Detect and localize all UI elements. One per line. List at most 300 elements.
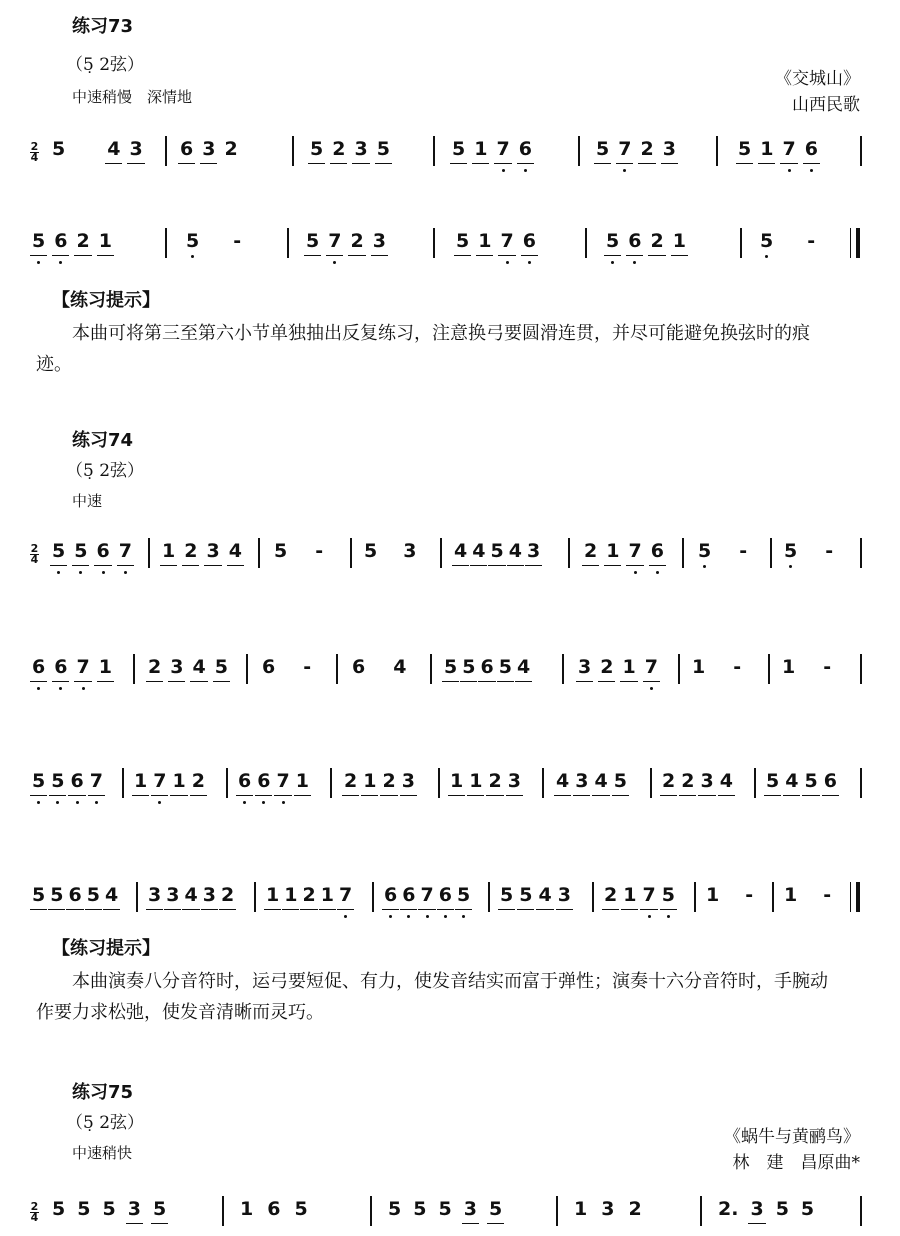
note: 6 (402, 884, 415, 914)
barline (350, 538, 352, 568)
measure (706, 884, 755, 914)
note: 5 (306, 230, 319, 260)
note: 6 (257, 770, 270, 800)
time-signature: 2 4 (30, 1200, 39, 1224)
tip-heading: 【练习提示】 (52, 290, 160, 311)
note: 1 (296, 770, 309, 800)
measure (352, 656, 406, 686)
barline (287, 228, 289, 258)
note: 4 (556, 770, 569, 800)
note: 1 (478, 230, 491, 260)
measure (180, 138, 238, 168)
note: 2 (344, 770, 357, 800)
note: 5 (52, 540, 65, 570)
note: 2 (584, 540, 597, 570)
note: 7 (119, 540, 132, 570)
note: 4 (229, 540, 242, 570)
note: 3 (558, 884, 571, 914)
barline (133, 654, 135, 684)
note: 7 (339, 884, 352, 914)
tempo-marking: 中速 (72, 492, 103, 510)
measure (162, 540, 242, 570)
note: 5 (457, 884, 470, 914)
measure (606, 230, 686, 260)
note: 6 (519, 138, 532, 168)
note: 7 (153, 770, 166, 800)
barline (246, 654, 248, 684)
note: 5 (186, 230, 199, 260)
note: 1 (284, 884, 297, 914)
measure (604, 884, 675, 914)
note: 1 (99, 656, 112, 686)
note: 6 (824, 770, 837, 800)
note: 3 (373, 230, 386, 260)
note: 2 (650, 230, 663, 260)
note: 4 (720, 770, 733, 800)
barline (768, 654, 770, 684)
tip-body: 本曲可将第三至第六小节单独抽出反复练习，注意换弓要圆滑连贯，并尽可能避免换弦时的痕迹。 (36, 323, 810, 375)
note: 4 (517, 656, 530, 686)
dash: - (233, 230, 242, 252)
measure (240, 1198, 308, 1228)
note: 2 (221, 884, 234, 914)
note: 2 (350, 230, 363, 260)
measure (148, 656, 228, 686)
note: 5 (698, 540, 711, 570)
note: 5 (87, 884, 100, 914)
note: 5 (153, 1198, 166, 1228)
measure (454, 540, 540, 570)
barline (850, 228, 851, 258)
measure (452, 138, 532, 168)
barline (336, 654, 338, 684)
note: 4 (785, 770, 798, 800)
note: 7 (628, 540, 641, 570)
note: 5 (74, 540, 87, 570)
barline (433, 136, 435, 166)
note: 3 (601, 1198, 615, 1220)
measure (134, 770, 205, 800)
exercise-title: 练习75 (72, 1082, 134, 1103)
barline (592, 882, 594, 912)
measure (556, 770, 627, 800)
note: 5 (364, 540, 378, 562)
barline (770, 538, 772, 568)
note: 3 (166, 884, 179, 914)
measure (32, 230, 112, 260)
measure (662, 770, 733, 800)
barline (585, 228, 587, 258)
note: 3 (403, 540, 417, 562)
measure (738, 138, 818, 168)
note: 5 (760, 230, 773, 260)
note: 5 (102, 1198, 116, 1220)
note: 5 (32, 884, 45, 914)
note: 1 (363, 770, 376, 800)
note: 6 (651, 540, 664, 570)
barline (165, 228, 167, 258)
note: 6 (805, 138, 818, 168)
note: 5 (438, 1198, 452, 1220)
note: 5 (77, 1198, 91, 1220)
measure (388, 1198, 502, 1228)
exercise-title: 练习73 (72, 16, 134, 37)
barline (226, 768, 228, 798)
note: 3 (402, 770, 415, 800)
note: 5 (499, 656, 512, 686)
dash: - (303, 656, 312, 678)
note: 7 (782, 138, 795, 168)
barline (488, 882, 490, 912)
note: 5 (784, 540, 797, 570)
measure (238, 770, 309, 800)
source-author: 林 建 昌原曲* (732, 1153, 860, 1173)
note: 1 (760, 138, 773, 168)
note: 3 (129, 138, 142, 168)
note: 2 (224, 138, 238, 160)
note: 6 (439, 884, 452, 914)
tip-body: 本曲演奏八分音符时，运弓要短促、有力，使发音结实而富于弹性；演奏十六分音符时，手腕动作要力求松弛，使发音清晰而灵巧。 (36, 971, 828, 1023)
note: 6 (54, 230, 67, 260)
note: 7 (90, 770, 103, 800)
note: 2 (628, 1198, 642, 1220)
note: 4 (192, 656, 205, 686)
measure (262, 656, 313, 686)
note: 3 (575, 770, 588, 800)
note: 6 (32, 656, 45, 686)
time-signature: 2 4 (30, 140, 39, 164)
measure (444, 656, 530, 686)
source-title: 《交城山》 (775, 69, 860, 89)
note: 4 (393, 656, 407, 678)
measure (310, 138, 390, 168)
dash: - (315, 540, 324, 562)
measure (186, 230, 243, 260)
note: 5 (274, 540, 288, 562)
note: 6 (384, 884, 397, 914)
dash: - (739, 540, 748, 562)
note: 1 (784, 884, 798, 906)
note: 2 (640, 138, 653, 168)
barline (694, 882, 696, 912)
note: 1 (623, 884, 636, 914)
barline (254, 882, 256, 912)
note: 2 (148, 656, 161, 686)
dash: - (745, 884, 754, 906)
measure (52, 138, 143, 168)
note: 4 (538, 884, 551, 914)
note: 7 (76, 656, 89, 686)
barline (372, 882, 374, 912)
note: 1 (474, 138, 487, 168)
note: 5 (800, 1198, 815, 1220)
dash: - (733, 656, 742, 678)
note: 5 (804, 770, 817, 800)
note: 6 (70, 770, 83, 800)
barline (650, 768, 652, 798)
note: 2 (600, 656, 613, 686)
barline (850, 882, 851, 912)
source-title: 《蜗牛与黄鹂鸟》 (724, 1127, 860, 1147)
barline (682, 538, 684, 568)
note: 6 (238, 770, 251, 800)
measure (692, 656, 743, 686)
note: 3 (206, 540, 219, 570)
note: 3 (203, 884, 216, 914)
note: 1 (692, 656, 706, 678)
note: 2 (382, 770, 395, 800)
barline (860, 538, 862, 568)
note: 1 (321, 884, 334, 914)
note: 4 (594, 770, 607, 800)
note: 1 (172, 770, 185, 800)
note: 1 (606, 540, 619, 570)
note: 2 (488, 770, 501, 800)
note: 7 (496, 138, 509, 168)
note: 7 (500, 230, 513, 260)
barline (754, 768, 756, 798)
note: 3 (464, 1198, 477, 1228)
measure (782, 656, 833, 686)
note: 5 (606, 230, 619, 260)
note: 3 (578, 656, 591, 686)
note: 5 (377, 138, 390, 168)
note: 6 (480, 656, 493, 686)
note: 2. (718, 1198, 739, 1220)
note: 5 (452, 138, 465, 168)
measure (274, 540, 325, 570)
barline (772, 882, 774, 912)
note: 3 (663, 138, 676, 168)
note: 3 (128, 1198, 141, 1228)
exercise-title: 练习74 (72, 430, 134, 451)
dash: - (823, 656, 832, 678)
barline (860, 654, 862, 684)
note: 5 (444, 656, 457, 686)
note: 2 (681, 770, 694, 800)
measure (578, 656, 658, 686)
note: 5 (462, 656, 475, 686)
barline (370, 1196, 372, 1226)
note: 3 (700, 770, 713, 800)
note: 6 (96, 540, 109, 570)
measure (306, 230, 386, 260)
note: 5 (500, 884, 513, 914)
barline (542, 768, 544, 798)
string-tuning: （5̣ 2弦） (66, 461, 145, 481)
note: 6 (267, 1198, 281, 1220)
barline (716, 136, 718, 166)
barline (860, 136, 862, 166)
barline (578, 136, 580, 166)
note: 5 (51, 770, 64, 800)
note: 5 (32, 770, 45, 800)
staff-line (0, 858, 900, 938)
note: 5 (32, 230, 45, 260)
note: 4 (184, 884, 197, 914)
measure (52, 1198, 166, 1228)
measure (384, 884, 470, 914)
staff-line (0, 514, 900, 594)
measure (148, 884, 234, 914)
note: 2 (302, 884, 315, 914)
note: 5 (775, 1198, 789, 1220)
measure (450, 770, 521, 800)
note: 7 (328, 230, 341, 260)
measure (784, 884, 833, 914)
staff-line (0, 112, 900, 192)
barline (136, 882, 138, 912)
note: 1 (574, 1198, 588, 1220)
dash: - (823, 884, 832, 906)
final-barline (856, 228, 860, 258)
barline (438, 768, 440, 798)
note: 5 (662, 884, 675, 914)
time-signature: 2 4 (30, 542, 39, 566)
tip-heading: 【练习提示】 (52, 938, 160, 959)
measure (784, 540, 835, 570)
note: 5 (310, 138, 323, 168)
note: 6 (180, 138, 193, 168)
barline (148, 538, 150, 568)
measure (364, 540, 416, 570)
barline (562, 654, 564, 684)
note: 7 (420, 884, 433, 914)
note: 1 (240, 1198, 254, 1220)
measure (32, 770, 103, 800)
note: 1 (99, 230, 112, 260)
measure (500, 884, 571, 914)
dash: - (825, 540, 834, 562)
barline (292, 136, 294, 166)
barline (740, 228, 742, 258)
note: 5 (52, 1198, 66, 1220)
note: 4 (454, 540, 467, 570)
note: 1 (134, 770, 147, 800)
note: 4 (472, 540, 485, 570)
barline (556, 1196, 558, 1226)
note: 5 (294, 1198, 308, 1220)
barline (122, 768, 124, 798)
barline (433, 228, 435, 258)
note: 2 (184, 540, 197, 570)
note: 5 (766, 770, 779, 800)
note: 1 (706, 884, 720, 906)
note: 4 (107, 138, 120, 168)
staff-line (0, 630, 900, 710)
measure (344, 770, 415, 800)
note: 5 (596, 138, 609, 168)
measure (698, 540, 749, 570)
note: 1 (450, 770, 463, 800)
note: 6 (68, 884, 81, 914)
note: 4 (509, 540, 522, 570)
staff-line (0, 204, 900, 284)
measure (32, 656, 112, 686)
note: 1 (782, 656, 796, 678)
note: 6 (352, 656, 366, 678)
barline (440, 538, 442, 568)
note: 7 (642, 884, 655, 914)
note: 6 (523, 230, 536, 260)
measure (266, 884, 352, 914)
note: 3 (170, 656, 183, 686)
note: 2 (332, 138, 345, 168)
string-tuning: （5̣ 2弦） (66, 55, 145, 75)
note: 3 (750, 1198, 763, 1228)
barline (165, 136, 167, 166)
note: 1 (622, 656, 635, 686)
note: 3 (527, 540, 540, 570)
note: 3 (148, 884, 161, 914)
barline (700, 1196, 702, 1226)
measure (766, 770, 837, 800)
note: 1 (162, 540, 175, 570)
note: 6 (54, 656, 67, 686)
note: 5 (738, 138, 751, 168)
source-author: 山西民歌 (792, 95, 860, 115)
measure (596, 138, 676, 168)
note: 1 (266, 884, 279, 914)
barline (860, 768, 862, 798)
note: 2 (76, 230, 89, 260)
note: 6 (628, 230, 641, 260)
note: 5 (490, 540, 503, 570)
note: 6 (262, 656, 276, 678)
measure (52, 540, 132, 570)
measure (32, 884, 118, 914)
barline (222, 1196, 224, 1226)
note: 3 (354, 138, 367, 168)
note: 5 (50, 884, 63, 914)
note: 5 (489, 1198, 502, 1228)
tempo-marking: 中速稍慢 深情地 (72, 88, 193, 106)
note: 5 (215, 656, 228, 686)
string-tuning: （5̣ 2弦） (66, 1113, 145, 1133)
note: 5 (519, 884, 532, 914)
measure (718, 1198, 814, 1228)
note: 7 (618, 138, 631, 168)
note: 7 (645, 656, 658, 686)
measure (584, 540, 664, 570)
measure (760, 230, 817, 260)
note: 4 (105, 884, 118, 914)
barline (568, 538, 570, 568)
note: 5 (614, 770, 627, 800)
note: 2 (192, 770, 205, 800)
note: 3 (508, 770, 521, 800)
staff-line (0, 744, 900, 824)
note: 5 (388, 1198, 402, 1220)
note: 1 (673, 230, 686, 260)
note: 7 (276, 770, 289, 800)
note: 3 (202, 138, 215, 168)
barline (258, 538, 260, 568)
note: 1 (469, 770, 482, 800)
note: 5 (52, 138, 66, 160)
measure (456, 230, 536, 260)
note: 2 (604, 884, 617, 914)
barline (678, 654, 680, 684)
barline (330, 768, 332, 798)
barline (860, 1196, 862, 1226)
note: 2 (662, 770, 675, 800)
tempo-marking: 中速稍快 (72, 1144, 133, 1162)
final-barline (856, 882, 860, 912)
barline (430, 654, 432, 684)
note: 5 (456, 230, 469, 260)
dash: - (807, 230, 816, 252)
